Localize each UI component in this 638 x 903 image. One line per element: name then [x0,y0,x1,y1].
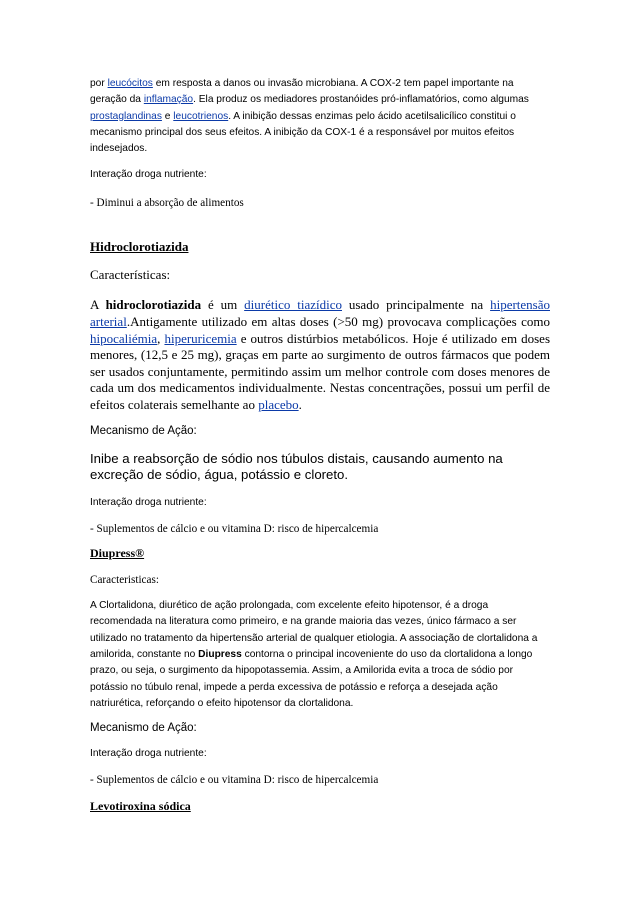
text-run: .Antigamente utilizado em altas doses (>50 mg) provocava complicações como [126,313,550,329]
link-diuretico-tiazidico[interactable]: diurético tiazídico [244,297,342,313]
hctz-paragraph [90,297,550,413]
text-run: , [157,330,165,346]
hctz-mechanism-label: Mecanismo de Ação: [90,424,197,437]
hctz-interaction-label: Interação droga nutriente: [90,496,207,508]
link-hipocaliemia[interactable]: hipocaliémia [90,330,158,346]
link-leucotrienos[interactable]: leucotrienos [173,110,229,122]
link-hipertensao-arterial[interactable]: hipertensão arterial [90,297,550,329]
text-run: A Clortalidona, diurético de ação prolongada, com excelente efeito hipotensor, é a droga recomendada na literatura como primeiro, e na grande maioria das vezes, único fármaco a ser utilizado no tratamento da hipertensão arterial de qualquer etiologia. A associação de clortalidona a amilorida, constante no [90,600,538,660]
text-run: contorna o principal incoveniente do uso da clortalidona a longo prazo, ou seja, o surgimento da hipopotassemia. Assim, a Amilorida evita a troca de sódio por potássio no túbulo renal, impede a perda excessiva de potássio e reforça a desejada ação natriurética, reforçando o efeito hipotensor da clortalidona. [90,648,533,709]
diupress-characteristics-label: Caracteristicas: [90,574,159,587]
cox-interaction-label: Interação droga nutriente: [90,169,207,181]
levo-title: Levotiroxina sódica [90,799,191,814]
text-run: . A inibição dessas enzimas pelo ácido acetilsalicílico constitui o mecanismo principal dos seus efeitos. A inibição da COX-1 é a responsável por muitos efeitos indesejados. [90,110,516,155]
diupress-interaction-text: - Suplementos de cálcio e ou vitamina D: risco de hipercalcemia [90,774,379,787]
link-placebo[interactable]: placebo [258,396,299,412]
document-page [90,76,550,814]
link-inflamacao[interactable]: inflamação [143,94,194,106]
hctz-interaction-text: - Suplementos de cálcio e ou vitamina D: risco de hipercalcemia [90,523,379,536]
link-hiperuricemia[interactable]: hiperuricemia [164,330,237,346]
diupress-mechanism-label: Mecanismo de Ação: [90,722,197,735]
cox-paragraph [90,76,550,157]
bold-drug-name: hidroclorotiazida [105,297,202,313]
text-run: A [90,297,106,313]
text-run: é um [201,297,245,313]
diupress-interaction-label: Interação droga nutriente: [90,748,207,760]
bold-drug-name: Diupress [198,648,242,660]
cox-interaction-text: - Diminui a absorção de alimentos [90,196,244,209]
text-run: usado principalmente na [342,297,491,313]
link-leucocitos[interactable]: leucócitos [107,78,153,89]
hctz-title: Hidroclorotiazida [90,238,189,254]
diupress-title: Diupress® [90,546,145,561]
text-run: . [298,396,302,412]
text-run: e outros distúrbios metabólicos. Hoje é utilizado em doses menores, (12,5 e 25 mg), graças em parte ao surgimento de outros fármacos que podem ser usados conjuntamente, permitindo assim um melhor controle com doses menores de cada um dos medicamentos individualmente. Nestas concentrações, possui um perfil de efeitos colaterais semelhante ao [90,330,551,412]
text-run: em resposta a danos ou invasão microbiana. A COX-2 tem papel importante na geração da [90,78,514,106]
hctz-characteristics-label: Características: [90,266,171,282]
diupress-paragraph [90,598,550,712]
text-run: e [161,110,174,122]
hctz-mechanism-text: Inibe a reabsorção de sódio nos túbulos distais, causando aumento na excreção de sódio, água, potássio e cloreto. [90,450,503,483]
text-run: . Ela produz os mediadores prostanóides pró-inflamatórios, como algumas [193,94,529,106]
link-prostaglandinas[interactable]: prostaglandinas [90,110,162,122]
text-run: por [90,78,108,89]
